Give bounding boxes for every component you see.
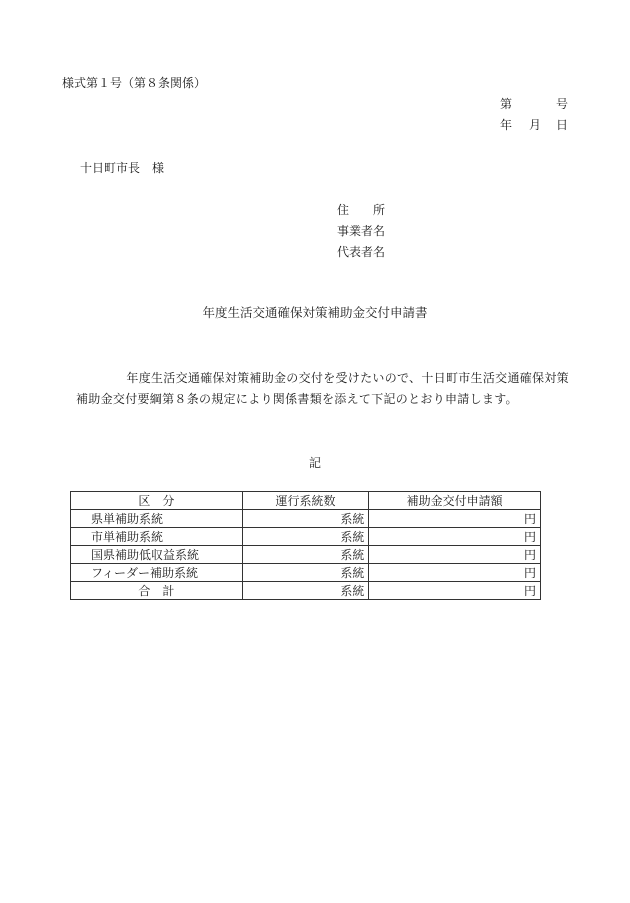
- business-name-label: 事業者名: [337, 224, 386, 238]
- table-row: [71, 546, 541, 564]
- header-route-count: 運行系統数: [242, 492, 369, 510]
- representative-label: 代表者名: [337, 245, 386, 259]
- table-header-row: [71, 492, 541, 510]
- table-row: [71, 510, 541, 528]
- row-category: フィーダー補助系統: [71, 564, 243, 582]
- doc-number-suffix: 号: [556, 97, 569, 111]
- row-amount: 円: [369, 510, 541, 528]
- header-category: 区 分: [71, 492, 243, 510]
- total-route-count: 系統: [242, 582, 369, 600]
- table-row: [71, 528, 541, 546]
- date-month: 月: [529, 118, 542, 132]
- row-amount: 円: [369, 564, 541, 582]
- address-label: 住 所: [337, 203, 386, 217]
- table-row: [71, 564, 541, 582]
- row-amount: 円: [369, 546, 541, 564]
- table-total-row: [71, 582, 541, 600]
- applicant-block: [337, 202, 385, 265]
- subsidy-table: [70, 491, 541, 600]
- row-route-count: 系統: [242, 546, 369, 564]
- date-year: 年: [500, 118, 513, 132]
- row-category: 市単補助系統: [71, 528, 243, 546]
- row-route-count: 系統: [242, 510, 369, 528]
- addressee: 十日町市長 様: [80, 161, 165, 175]
- document-title: 年度生活交通確保対策補助金交付申請書: [202, 305, 428, 320]
- body-paragraph: 年度生活交通確保対策補助金の交付を受けたいので、十日町市生活交通確保対策補助金交付要綱第８条の規定により関係書類を添えて下記のとおり申請します。: [76, 371, 569, 406]
- doc-number-prefix: 第: [500, 97, 513, 111]
- total-amount: 円: [369, 582, 541, 600]
- row-category: 国県補助低収益系統: [71, 546, 243, 564]
- header-amount: 補助金交付申請額: [369, 492, 541, 510]
- row-category: 県単補助系統: [71, 510, 243, 528]
- row-route-count: 系統: [242, 528, 369, 546]
- date-day: 日: [556, 118, 569, 132]
- form-number: 様式第１号（第８条関係）: [62, 76, 207, 90]
- total-label: 合 計: [71, 582, 243, 600]
- row-route-count: 系統: [242, 564, 369, 582]
- row-amount: 円: [369, 528, 541, 546]
- ki-heading: 記: [308, 456, 321, 470]
